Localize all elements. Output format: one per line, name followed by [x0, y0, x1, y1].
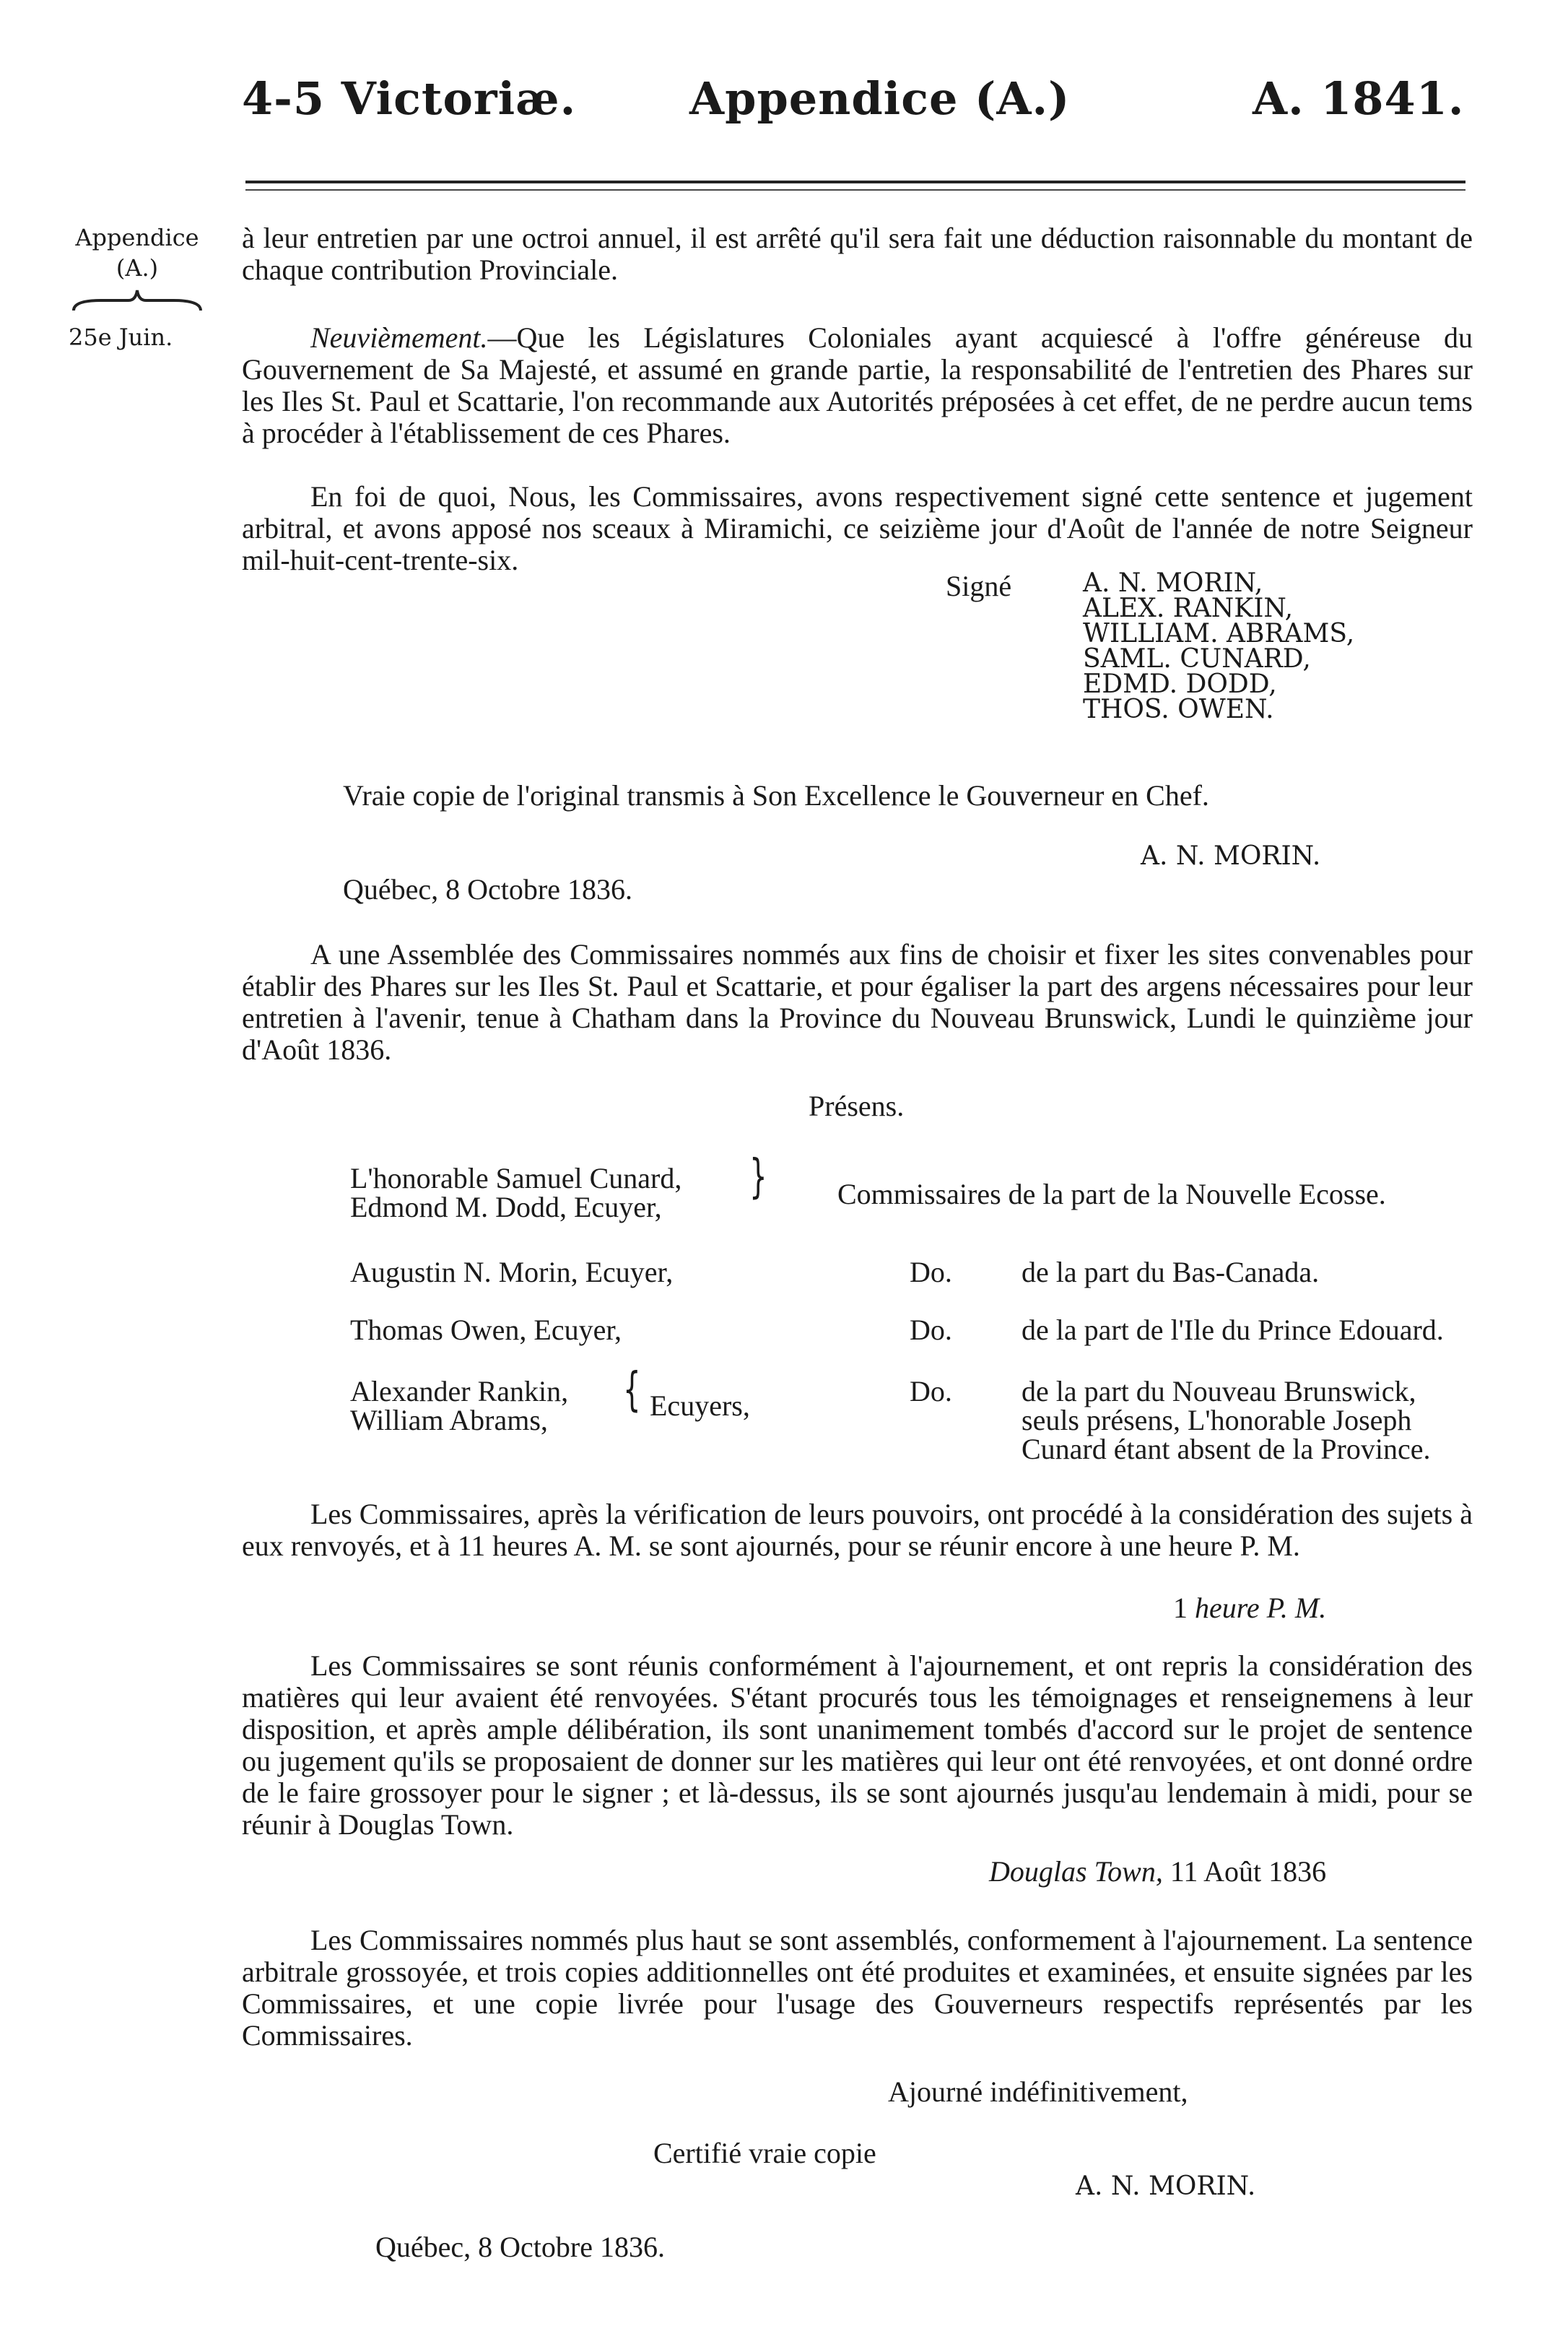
session-p1-text: Les Commissaires, après la vérification de leurs pouvoirs, ont procédé à la considération des sujets à eux renvoyés, et à 11 heures A. M. se sont ajournés, pour se réunir encore à une heure P. M.: [242, 1498, 1473, 1562]
paragraph-deduction: à leur entretien par une octroi annuel, il est arrêté qu'il sera fait une déduction raisonnable du montant de chaque contribution Provinciale.: [242, 222, 1473, 286]
signature-name: A. N. MORIN,: [1083, 568, 1263, 598]
paragraph-en-foi: [242, 481, 1473, 576]
attendee-role: de la part de l'Ile du Prince Edouard.: [1022, 1314, 1444, 1346]
margin-date: 25e Juin.: [69, 324, 173, 351]
attendee-ecuyers: Ecuyers,: [650, 1389, 750, 1422]
assembly-intro: [242, 939, 1473, 1066]
session-p2-text: Les Commissaires se sont réunis conformément à l'ajournement, et ont repris la considération des matières qui leur avaient été renvoyées. S'étant procurés tous les témoignages et renseignemens à leur disposition, et après ample délibération, ils sont unanimement tombés d'accord sur le projet de sentence ou jugement qu'ils se proposaient de donner sur les matières qui leur ont été renvoyées, et ont donné ordre de le faire grossoyer pour le signer ; et là-dessus, ils se sont ajournés jusqu'au lendemain à midi, pour se réunir à Douglas Town.: [242, 1649, 1473, 1841]
brace-icon: }: [749, 1150, 767, 1204]
dateline-date: 11 Août 1836: [1170, 1855, 1327, 1888]
paragraph-neuviemement: [242, 322, 1473, 449]
attendee-name: Alexander Rankin,: [350, 1375, 569, 1407]
copy-certification: Vraie copie de l'original transmis à Son Excellence le Gouverneur en Chef.: [343, 779, 1209, 812]
adjourned-note: Ajourné indéfinitivement,: [888, 2075, 1188, 2108]
header-rule-bottom: [245, 189, 1465, 191]
signature-name: ALEX. RANKIN,: [1083, 594, 1294, 623]
signe-label: Signé: [946, 570, 1012, 602]
brace-icon: {: [623, 1363, 641, 1417]
attendee-role: de la part du Nouveau Brunswick,: [1022, 1375, 1416, 1407]
attendee-name: Thomas Owen, Ecuyer,: [350, 1314, 622, 1346]
neuviemement-lead: Neuvièmement.: [310, 321, 488, 354]
session-paragraph-2: [242, 1650, 1473, 1841]
copy-place-date: Québec, 8 Octobre 1836.: [343, 873, 632, 906]
presens-heading: Présens.: [809, 1090, 905, 1122]
signature-name: THOS. OWEN.: [1083, 695, 1274, 724]
assembly-intro-text: A une Assemblée des Commissaires nommés aux fins de choisir et fixer les sites convenables pour établir des Phares sur les Iles St. Paul et Scattarie, et pour égaliser la part des argens nécessaires pour leur entretien à l'avenir, tenue à Chatham dans la Province du Nouveau Brunswick, Lundi le quinzième jour d'Août 1836.: [242, 938, 1473, 1066]
ditto-mark: Do.: [910, 1314, 952, 1346]
en-foi-text: En foi de quoi, Nous, les Commissaires, avons respectivement signé cette sentence et jugement arbitral, et avons apposé nos sceaux à Miramichi, ce seizième jour d'Août de l'année de notre Seigneur mil-huit-cent-trente-six.: [242, 480, 1473, 576]
session-paragraph-1: [242, 1498, 1473, 1562]
attendee-name: Edmond M. Dodd, Ecuyer,: [350, 1191, 662, 1223]
final-place-date: Québec, 8 Octobre 1836.: [375, 2231, 665, 2263]
final-signer: A. N. MORIN.: [1076, 2171, 1256, 2201]
douglas-town-dateline: [989, 1856, 1326, 1888]
time-marker: [1173, 1592, 1326, 1624]
header-right: A. 1841.: [1253, 72, 1465, 125]
signature-name: SAML. CUNARD,: [1083, 644, 1311, 674]
neuviemement-text: —Que les Législatures Coloniales ayant acquiescé à l'offre généreuse du Gouvernement de Sa Majesté, et assumé en grande partie, la responsabilité de l'entretien des Phares sur les Iles St. Paul et Scattarie, l'on recommande aux Autorités préposées à cet effet, de ne perdre aucun tems à procéder à l'établissement de ces Phares.: [242, 321, 1473, 449]
session-p3-text: Les Commissaires nommés plus haut se sont assemblés, conformement à l'ajournement. La sentence arbitrale grossoyée, et trois copies additionnelles ont été produites et examinées, et ensuite signées par les Commissaires, et une copie livrée pour l'usage des Gouverneurs respectifs représentés par les Commissaires.: [242, 1924, 1473, 2052]
dateline-place: Douglas Town,: [989, 1855, 1163, 1888]
signature-name: WILLIAM. ABRAMS,: [1083, 619, 1355, 648]
attendee-role: seuls présens, L'honorable Joseph: [1022, 1404, 1412, 1436]
header-left: 4-5 Victoriæ.: [242, 72, 577, 125]
margin-brace-icon: [72, 287, 202, 313]
attendee-role: Commissaires de la part de la Nouvelle Ecosse.: [837, 1178, 1386, 1210]
attendee-name: L'honorable Samuel Cunard,: [350, 1162, 682, 1194]
margin-appendice-letter: (A.): [116, 254, 159, 282]
copy-signer: A. N. MORIN.: [1141, 841, 1321, 871]
time-number: 1: [1173, 1592, 1188, 1624]
attendee-name: William Abrams,: [350, 1404, 548, 1436]
ditto-mark: Do.: [910, 1375, 952, 1407]
margin-appendice: Appendice: [75, 224, 199, 251]
signature-name: EDMD. DODD,: [1083, 669, 1277, 699]
attendee-role: de la part du Bas-Canada.: [1022, 1256, 1320, 1288]
session-paragraph-3: [242, 1924, 1473, 2052]
time-text: heure P. M.: [1195, 1592, 1327, 1624]
header-rule-top: [245, 181, 1465, 183]
attendee-role: Cunard étant absent de la Province.: [1022, 1433, 1431, 1465]
header-center: Appendice (A.): [689, 72, 1071, 125]
certified-copy-note: Certifié vraie copie: [653, 2137, 876, 2169]
attendee-name: Augustin N. Morin, Ecuyer,: [350, 1256, 674, 1288]
ditto-mark: Do.: [910, 1256, 952, 1288]
